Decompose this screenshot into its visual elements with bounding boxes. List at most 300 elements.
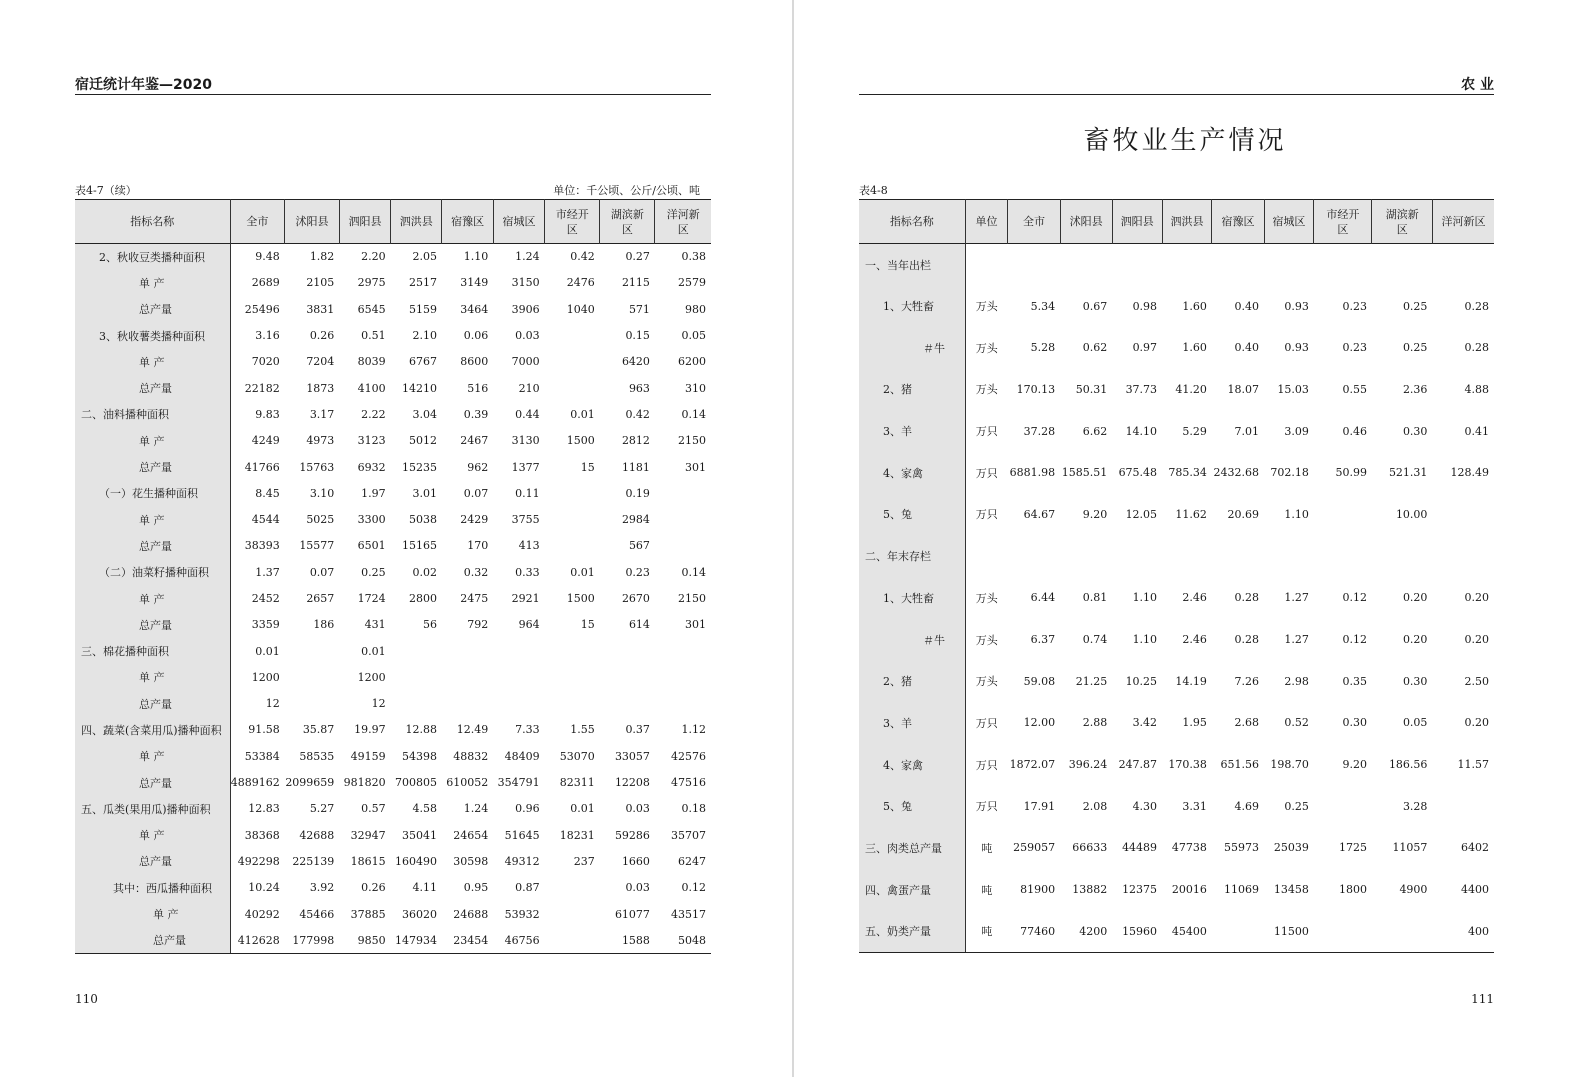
row-label: 二、油料播种面积: [75, 401, 230, 427]
value-cell: [1112, 244, 1162, 286]
value-cell: 0.07: [309, 565, 335, 579]
value-cell: 54398: [401, 749, 437, 763]
value-cell: 1.24: [463, 802, 489, 816]
table-row: [75, 480, 711, 506]
value-cell: 37885: [350, 907, 386, 921]
value-cell: 5.34: [1030, 299, 1056, 313]
value-cell: 3755: [511, 513, 540, 527]
row-label: 五、瓜类(果用瓜)播种面积: [75, 796, 230, 822]
value-cell: 2150: [678, 434, 706, 448]
value-cell: 567: [628, 539, 650, 553]
value-cell: 36020: [401, 907, 437, 921]
value-cell: 47738: [1171, 841, 1207, 855]
value-cell: 3130: [511, 434, 540, 448]
value-cell: 962: [467, 460, 489, 474]
value-cell: 53384: [244, 749, 280, 763]
value-cell: 12: [265, 697, 280, 711]
value-cell: 0.26: [361, 881, 386, 895]
value-cell: 5012: [408, 434, 437, 448]
value-cell: 4.11: [412, 881, 437, 895]
value-cell: [1212, 535, 1264, 577]
table-row: [75, 296, 711, 322]
value-cell: 2476: [566, 276, 595, 290]
unit-cell: 万只: [975, 466, 998, 480]
value-cell: 11069: [1224, 883, 1260, 897]
value-cell: 3.92: [309, 881, 335, 895]
value-cell: 964: [518, 618, 540, 632]
value-cell: 0.23: [625, 565, 650, 579]
row-label: 四、禽蛋产量: [859, 869, 965, 911]
value-cell: 301: [685, 460, 706, 474]
value-cell: 0.12: [681, 881, 706, 895]
table-row: [859, 452, 1494, 494]
value-cell: 0.81: [1082, 591, 1108, 605]
value-cell: [655, 480, 711, 506]
right-page: [793, 0, 1587, 1077]
row-label: 单 产: [75, 822, 230, 848]
value-cell: 91.58: [248, 723, 280, 737]
value-cell: 412628: [230, 927, 285, 953]
value-cell: 1660: [621, 854, 650, 868]
value-cell: 186.56: [1388, 758, 1428, 772]
value-cell: 0.12: [1342, 591, 1367, 605]
value-cell: 20016: [1171, 883, 1207, 897]
value-cell: 5.27: [309, 802, 335, 816]
value-cell: 431: [364, 618, 386, 632]
value-cell: 2517: [408, 276, 437, 290]
value-cell: 33057: [614, 749, 650, 763]
value-cell: 15235: [401, 460, 437, 474]
table-row: [859, 327, 1494, 369]
value-cell: 0.42: [625, 407, 650, 421]
value-cell: 14210: [401, 381, 437, 395]
value-cell: 11500: [1264, 911, 1314, 953]
value-cell: 177998: [285, 927, 340, 953]
value-cell: 6200: [678, 355, 706, 369]
value-cell: 59.08: [1023, 674, 1056, 688]
column-header: 市经开区: [545, 200, 600, 244]
value-cell: 4544: [251, 513, 280, 527]
value-cell: [545, 375, 600, 401]
unit-cell: 吨: [981, 841, 993, 855]
value-cell: 2657: [306, 592, 335, 605]
unit-cell: 万头: [975, 591, 998, 605]
value-cell: 59286: [614, 828, 650, 842]
value-cell: 38393: [244, 539, 280, 553]
table-row: [75, 875, 711, 901]
value-cell: 2432.68: [1213, 466, 1260, 480]
value-cell: [391, 638, 442, 664]
value-cell: 2670: [621, 592, 650, 605]
value-cell: [600, 664, 655, 690]
value-cell: 1040: [566, 302, 595, 316]
row-label: 4、家禽: [859, 452, 965, 494]
value-cell: 12208: [614, 776, 650, 790]
column-header: 湖滨新区: [600, 200, 655, 244]
value-cell: 1.27: [1284, 591, 1309, 605]
value-cell: 0.95: [463, 881, 489, 895]
value-cell: 0.01: [361, 644, 386, 658]
column-header: 全市: [1008, 200, 1060, 244]
value-cell: 0.06: [463, 329, 489, 343]
table-row: [859, 660, 1494, 702]
unit-cell: 万只: [975, 716, 998, 730]
value-cell: 4249: [251, 434, 280, 448]
value-cell: 51645: [504, 828, 540, 842]
row-label: 单 产: [75, 506, 230, 532]
value-cell: [1162, 535, 1212, 577]
value-cell: 614: [628, 618, 650, 632]
value-cell: 38368: [244, 828, 280, 842]
value-cell: 32947: [350, 828, 386, 842]
value-cell: 1181: [621, 460, 650, 474]
value-cell: 700805: [394, 776, 437, 790]
value-cell: 6.62: [1082, 424, 1108, 438]
value-cell: 0.30: [1402, 424, 1428, 438]
value-cell: 2429: [460, 513, 489, 527]
value-cell: 5.29: [1182, 424, 1207, 438]
value-cell: 301: [685, 618, 706, 632]
table-row: [859, 285, 1494, 327]
table-row: [75, 349, 711, 375]
row-label: ＃牛: [859, 619, 965, 661]
left-page: [0, 0, 793, 1077]
column-header: 宿城区: [493, 200, 544, 244]
value-cell: [1314, 911, 1372, 953]
value-cell: 0.39: [463, 407, 489, 421]
value-cell: 50.31: [1075, 382, 1108, 396]
table-row: [859, 410, 1494, 452]
value-cell: [1008, 244, 1060, 286]
value-cell: 0.67: [1082, 299, 1108, 313]
column-header: 沭阳县: [1060, 200, 1112, 244]
row-label: 1、大牲畜: [859, 577, 965, 619]
table-row: [75, 244, 711, 270]
value-cell: 0.40: [1234, 299, 1260, 313]
value-cell: [1432, 494, 1494, 536]
value-cell: 0.25: [1284, 799, 1309, 813]
value-cell: 10.24: [248, 881, 280, 895]
value-cell: 2115: [621, 276, 650, 290]
value-cell: 0.23: [1342, 341, 1367, 355]
value-cell: 15: [580, 460, 595, 474]
value-cell: 9.48: [255, 250, 280, 264]
table-row: [75, 428, 711, 454]
value-cell: 4200: [1060, 911, 1112, 953]
value-cell: 7.33: [515, 723, 540, 737]
value-cell: 1724: [357, 592, 386, 605]
value-cell: 1.12: [681, 723, 706, 737]
value-cell: 981820: [343, 776, 386, 790]
row-label: ＃牛: [859, 327, 965, 369]
value-cell: 2.22: [361, 407, 386, 421]
value-cell: 41.20: [1175, 382, 1207, 396]
unit-cell: 吨: [965, 911, 1008, 953]
value-cell: 55973: [1224, 841, 1260, 855]
value-cell: 9.20: [1342, 758, 1367, 772]
value-cell: 0.03: [625, 802, 650, 816]
value-cell: 0.05: [681, 329, 706, 343]
unit-cell: 万头: [975, 675, 998, 689]
value-cell: 24654: [453, 828, 489, 842]
value-cell: 21.25: [1075, 674, 1108, 688]
value-cell: 6247: [678, 854, 706, 868]
table-label-left: 表4-7（续）: [75, 184, 137, 197]
unit-cell: 万头: [975, 300, 998, 314]
table-row: [75, 743, 711, 769]
value-cell: [1008, 535, 1060, 577]
row-label: 总产量: [75, 296, 230, 322]
unit-cell: [965, 244, 1008, 286]
livestock-production-table: [859, 199, 1494, 953]
value-cell: 81900: [1020, 883, 1056, 897]
value-cell: 17.91: [1023, 799, 1056, 813]
table-row: [75, 769, 711, 795]
value-cell: 18615: [350, 854, 386, 868]
table-row: [75, 585, 711, 611]
value-cell: 4.69: [1234, 799, 1260, 813]
value-cell: 0.62: [1082, 341, 1108, 355]
value-cell: 8039: [357, 355, 386, 369]
value-cell: 7.01: [1234, 424, 1260, 438]
value-cell: 792: [467, 618, 489, 632]
value-cell: 1725: [1338, 841, 1367, 855]
value-cell: 4900: [1399, 883, 1428, 897]
column-header: 泗洪县: [391, 200, 442, 244]
value-cell: [1212, 244, 1264, 286]
value-cell: 1200: [251, 670, 280, 684]
page-number-left: 110: [75, 992, 98, 1006]
row-label: 单 产: [75, 585, 230, 611]
value-cell: 13882: [1072, 883, 1108, 897]
running-head-right: 农 业: [1461, 77, 1494, 93]
value-cell: 651.56: [1220, 758, 1260, 772]
value-cell: 2.46: [1182, 633, 1207, 647]
value-cell: [545, 691, 600, 717]
unit-cell: 万头: [975, 633, 998, 647]
value-cell: 77460: [1008, 911, 1060, 953]
value-cell: 50.99: [1335, 466, 1367, 480]
row-label: 单 产: [75, 270, 230, 296]
table-row: [859, 494, 1494, 536]
row-label: （二）油菜籽播种面积: [75, 559, 230, 585]
value-cell: 8.45: [255, 486, 280, 500]
value-cell: 0.25: [361, 565, 386, 579]
value-cell: 128.49: [1450, 466, 1489, 480]
value-cell: [285, 691, 340, 717]
value-cell: 0.01: [570, 802, 595, 816]
value-cell: 2689: [251, 276, 280, 290]
value-cell: 1.10: [1132, 591, 1158, 605]
value-cell: 6932: [357, 460, 386, 474]
value-cell: 1873: [306, 381, 335, 395]
value-cell: 2.08: [1082, 799, 1108, 813]
value-cell: 4889162: [230, 776, 280, 790]
value-cell: 147934: [391, 927, 442, 953]
value-cell: 11057: [1392, 841, 1428, 855]
row-label: 2、猪: [859, 369, 965, 411]
value-cell: 37.28: [1023, 424, 1056, 438]
table-row: [75, 822, 711, 848]
value-cell: 2.68: [1234, 716, 1260, 730]
column-header: 宿豫区: [1212, 200, 1264, 244]
table-row: [75, 375, 711, 401]
value-cell: 2.05: [412, 250, 437, 264]
value-cell: 2579: [678, 276, 706, 290]
table-row: [75, 533, 711, 559]
value-cell: 4.30: [1132, 799, 1158, 813]
table-row: [75, 691, 711, 717]
value-cell: 0.15: [625, 329, 650, 343]
value-cell: [1264, 535, 1314, 577]
value-cell: 2452: [251, 592, 280, 605]
column-header: 洋河新区: [1432, 200, 1494, 244]
value-cell: 42576: [671, 749, 706, 763]
value-cell: [1314, 535, 1372, 577]
column-header: 泗阳县: [1112, 200, 1162, 244]
column-header: 指标名称: [75, 200, 230, 244]
value-cell: 571: [628, 302, 650, 316]
value-cell: 0.42: [570, 250, 595, 264]
value-cell: 0.93: [1284, 299, 1309, 313]
value-cell: 3831: [306, 302, 335, 316]
value-cell: 0.03: [625, 881, 650, 895]
value-cell: 0.32: [463, 565, 489, 579]
value-cell: 3123: [357, 434, 386, 448]
value-cell: 43517: [671, 907, 706, 921]
value-cell: 23454: [442, 927, 493, 953]
value-cell: 2800: [408, 592, 437, 605]
value-cell: 2105: [306, 276, 335, 290]
column-header: 指标名称: [859, 200, 965, 244]
value-cell: 3906: [511, 302, 540, 316]
value-cell: 3.42: [1132, 716, 1158, 730]
value-cell: 0.97: [1132, 341, 1158, 355]
value-cell: 6501: [357, 539, 386, 553]
value-cell: [1112, 535, 1162, 577]
value-cell: [442, 664, 493, 690]
row-label: 4、家禽: [859, 744, 965, 786]
value-cell: [655, 691, 711, 717]
value-cell: 237: [573, 854, 595, 868]
unit-cell: 万只: [975, 758, 998, 772]
value-cell: [442, 691, 493, 717]
row-label: 二、年末存栏: [859, 535, 965, 577]
value-cell: 3.16: [255, 329, 280, 343]
value-cell: 610052: [446, 776, 489, 790]
value-cell: 170: [467, 539, 489, 553]
row-label: 单 产: [75, 428, 230, 454]
column-header: 单位: [965, 200, 1008, 244]
value-cell: 0.98: [1132, 299, 1158, 313]
value-cell: 186: [313, 618, 335, 632]
value-cell: 0.20: [1464, 591, 1489, 605]
unit-cell: 万头: [975, 383, 998, 397]
value-cell: 4100: [357, 381, 386, 395]
value-cell: [655, 506, 711, 532]
value-cell: [655, 638, 711, 664]
row-label: 5、兔: [859, 494, 965, 536]
row-label: 单 产: [75, 349, 230, 375]
value-cell: 3.04: [412, 407, 437, 421]
value-cell: 45466: [299, 907, 335, 921]
value-cell: 2.88: [1082, 716, 1108, 730]
value-cell: [545, 349, 600, 375]
value-cell: 15960: [1112, 911, 1162, 953]
row-label: 总产量: [75, 769, 230, 795]
value-cell: 198.70: [1270, 758, 1309, 772]
value-cell: [493, 664, 544, 690]
value-cell: 1.60: [1182, 341, 1207, 355]
value-cell: 2.98: [1284, 674, 1309, 688]
table-row: [75, 848, 711, 874]
value-cell: 0.87: [515, 881, 540, 895]
value-cell: 35707: [671, 828, 706, 842]
value-cell: 0.03: [515, 329, 540, 343]
table-row: [859, 744, 1494, 786]
value-cell: 19.97: [354, 723, 386, 737]
value-cell: 259057: [1013, 841, 1056, 855]
value-cell: 45400: [1162, 911, 1212, 953]
value-cell: [600, 638, 655, 664]
value-cell: 14.19: [1175, 674, 1207, 688]
value-cell: 35041: [401, 828, 437, 842]
value-cell: 1.24: [515, 250, 540, 264]
table-row: [75, 638, 711, 664]
value-cell: 0.25: [1402, 341, 1428, 355]
value-cell: 1500: [566, 592, 595, 605]
value-cell: 0.30: [1342, 716, 1367, 730]
value-cell: 14.10: [1125, 424, 1158, 438]
value-cell: 3300: [357, 513, 386, 527]
value-cell: 49159: [350, 749, 386, 763]
row-label: 总产量: [75, 533, 230, 559]
value-cell: [545, 901, 600, 927]
value-cell: 7000: [511, 355, 540, 369]
value-cell: 0.20: [1402, 591, 1428, 605]
value-cell: [285, 638, 340, 664]
value-cell: [1372, 911, 1432, 953]
value-cell: 40292: [244, 907, 280, 921]
value-cell: 0.11: [515, 486, 540, 500]
value-cell: 13458: [1273, 883, 1309, 897]
column-header: 宿豫区: [442, 200, 493, 244]
value-cell: [600, 691, 655, 717]
value-cell: 1.55: [570, 723, 595, 737]
value-cell: 56: [422, 618, 437, 632]
value-cell: [1060, 535, 1112, 577]
value-cell: 396.24: [1068, 758, 1108, 772]
value-cell: 11.57: [1457, 758, 1489, 772]
table-row: [75, 612, 711, 638]
value-cell: 702.18: [1270, 466, 1309, 480]
value-cell: 64.67: [1023, 507, 1056, 521]
value-cell: 0.35: [1342, 674, 1367, 688]
value-cell: [545, 533, 600, 559]
row-label: 四、蔬菜(含菜用瓜)播种面积: [75, 717, 230, 743]
value-cell: 492298: [237, 854, 280, 868]
value-cell: 15763: [299, 460, 335, 474]
unit-cell: 吨: [981, 883, 993, 897]
value-cell: 2.46: [1182, 591, 1207, 605]
row-label: 3、羊: [859, 410, 965, 452]
value-cell: [545, 506, 600, 532]
value-cell: 0.46: [1342, 424, 1367, 438]
page-title: 畜牧业生产情况: [1083, 126, 1287, 156]
value-cell: 2.36: [1402, 382, 1428, 396]
row-label: 2、秋收豆类播种面积: [75, 244, 230, 270]
value-cell: 1800: [1338, 883, 1367, 897]
